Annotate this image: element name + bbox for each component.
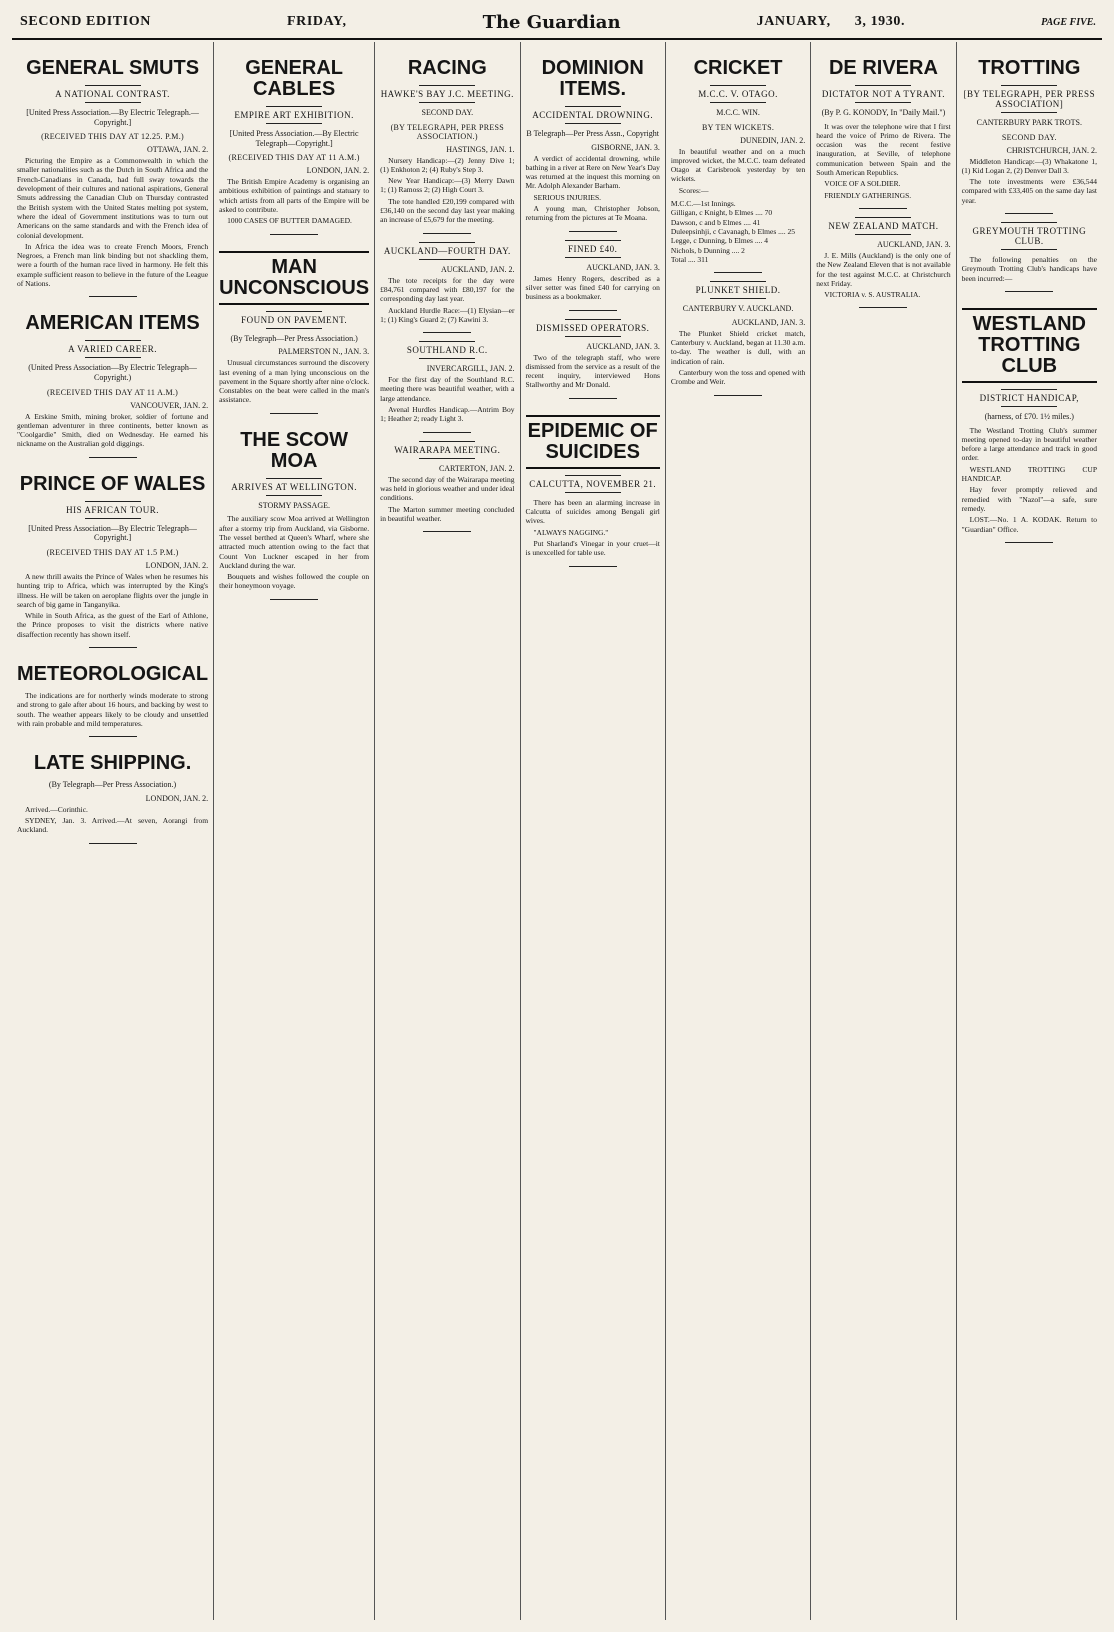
- column-1: [12, 42, 214, 1620]
- body-paragraph: WESTLAND TROTTING CUP HANDICAP.: [961, 464, 1097, 484]
- byline: (United Press Association—By Electric Telegraph—Copyright.): [28, 363, 197, 382]
- body-paragraph: The Westland Trotting Club's summer meeting opened to-day in beautiful weather before a large attendance and track in good order.: [961, 425, 1097, 463]
- byline: [United Press Association.—By Electric Telegraph.—Copyright.]: [26, 108, 199, 127]
- headline: CRICKET: [693, 57, 783, 79]
- subheadline: ARRIVES AT WELLINGTON.: [219, 478, 369, 496]
- section-divider: [1005, 213, 1053, 214]
- body-paragraph: In beautiful weather and on a much improved wicket, the M.C.C. team defeated Otago at Carisbrook yesterday by ten wickets.: [670, 146, 806, 184]
- byline: (By Telegraph—Per Press Association.): [48, 780, 177, 790]
- body-paragraph: Bouquets and wishes followed the couple on their honeymoon voyage.: [219, 572, 370, 591]
- article: [671, 58, 805, 264]
- dateline: LONDON, JAN. 2.: [145, 793, 209, 803]
- body-paragraph: "ALWAYS NAGGING.": [533, 527, 609, 537]
- subheadline: A NATIONAL CONTRAST.: [17, 85, 208, 103]
- column-3: [375, 42, 520, 1620]
- masthead-date: [757, 14, 906, 30]
- day-label: FRIDAY,: [286, 14, 347, 29]
- dateline: OTTAWA, JAN. 2.: [146, 145, 209, 155]
- body-paragraph: Scores:—: [678, 185, 709, 195]
- section-divider: [569, 566, 617, 567]
- headline: WESTLAND TROTTING CLUB: [962, 308, 1097, 383]
- received-note: (RECEIVED THIS DAY AT 11 A.M.): [228, 153, 360, 163]
- body-paragraph: A Erskine Smith, mining broker, soldier of fortune and gentleman adventurer in three continents, better known as "Coolgardie" Smith, died on Wednesday. He earned his nickname on the Australian gold diggings.: [17, 411, 209, 449]
- dateline: LONDON, JAN. 2.: [306, 166, 370, 176]
- article: [380, 341, 514, 423]
- dateline: VANCOUVER, JAN. 2.: [130, 400, 209, 410]
- subheadline: M.C.C. V. OTAGO.: [671, 85, 805, 103]
- dateline: LONDON, JAN. 2.: [145, 560, 209, 570]
- body-paragraph: A young man, Christopher Jobson, returning from the pictures at Te Moana.: [525, 204, 660, 223]
- body-paragraph: Middleton Handicap:—(3) Whakatone 1, (1) Kid Logan 2, (2) Denver Dall 3.: [961, 156, 1097, 175]
- body-paragraph: The Plunket Shield cricket match, Canterbury v. Auckland, began at 11.30 a.m. to-day. The weather is dull, with an indication of rain.: [670, 328, 806, 366]
- article: [526, 240, 660, 302]
- byline: SECOND DAY.: [421, 108, 474, 117]
- section-divider: [1005, 291, 1053, 292]
- body-paragraph: VOICE OF A SOLDIER.: [824, 179, 901, 189]
- body-paragraph: There has been an alarming increase in Calcutta of suicides among Bengali girl wives.: [525, 497, 660, 526]
- score-table: M.C.C.—1st Innings. Gilligan, c Knight, b Elmes .... 70 Dawson, c and b Elmes .... 41 Duleepsinhji, c Cavanagh, b Elmes .... 25 Legge, c Dunning, b Elmes .... 4 Nichols, b Dunning .... 2 Total .... 311: [670, 199, 796, 264]
- subheadline: FOUND ON PAVEMENT.: [219, 311, 369, 329]
- body-paragraph: Hay fever promptly relieved and remedied with "Nazol"—a safe, sure remedy.: [961, 485, 1097, 513]
- byline: CANTERBURY PARK TROTS.: [976, 118, 1082, 127]
- dateline: PALMERSTON N., JAN. 3.: [278, 347, 370, 357]
- subheadline: FINED £40.: [526, 240, 660, 258]
- headline: GENERAL SMUTS: [26, 57, 200, 79]
- section-divider: [89, 736, 137, 737]
- article: [219, 251, 369, 405]
- section-divider: [270, 599, 318, 600]
- subheadline: NEW ZEALAND MATCH.: [816, 217, 950, 235]
- body-paragraph: The auxiliary scow Moa arrived at Wellington after a stormy trip from Auckland, via Gisborne. The vessel berthed at Queen's Wharf, where she attracted much attention owing to the fact that Count Von Luckner escaped in her from Auckland during the war.: [219, 514, 370, 570]
- dateline: AUCKLAND, JAN. 3.: [877, 239, 951, 249]
- article: [17, 753, 208, 834]
- received-note: SECOND DAY.: [1001, 132, 1057, 142]
- body-paragraph: SYDNEY, Jan. 3. Arrived.—At seven, Aorangi from Auckland.: [17, 816, 209, 835]
- dateline: CHRISTCHURCH, JAN. 2.: [1006, 145, 1097, 155]
- column-5: [666, 42, 811, 1620]
- section-divider: [714, 395, 762, 396]
- dateline: AUCKLAND, JAN. 3.: [731, 317, 806, 327]
- headline: LATE SHIPPING.: [33, 752, 192, 775]
- headline: EPIDEMIC OF SUICIDES: [526, 415, 660, 469]
- dateline: DUNEDIN, JAN. 2.: [740, 135, 806, 145]
- article: [526, 319, 660, 390]
- body-paragraph: A new thrill awaits the Prince of Wales when he resumes his hunting trip to Africa, which was interrupted by the King's illness. He will be taken on aeroplane flights over the jungle in search of big game in Tanganyika.: [17, 571, 209, 609]
- headline: THE SCOW MOA: [240, 428, 348, 472]
- byline: [United Press Association—By Electric Telegraph—Copyright.]: [28, 523, 197, 543]
- body-paragraph: LOST.—No. 1 A. KODAK. Return to "Guardian" Office.: [961, 515, 1097, 534]
- subheadline: DISMISSED OPERATORS.: [526, 319, 660, 337]
- body-paragraph: Nursery Handicap:—(2) Jenny Dive 1; (1) Enkhoton 2; (4) Ruby's Step 3.: [380, 155, 515, 174]
- headline: PRINCE OF WALES: [19, 472, 206, 495]
- body-paragraph: J. E. Mills (Auckland) is the only one of the New Zealand Eleven that is not available for the test against M.C.C. at Christchurch next Friday.: [816, 250, 951, 288]
- article: [962, 308, 1097, 534]
- headline: AMERICAN ITEMS: [25, 312, 200, 335]
- body-paragraph: Two of the telegraph staff, who were dismissed from the service as a result of the recent inquiry, interviewed Hons Stallworthy and Mr Donald.: [525, 352, 660, 390]
- body-paragraph: The second day of the Wairarapa meeting was held in glorious weather and under ideal conditions.: [380, 474, 515, 503]
- subheadline: ACCIDENTAL DROWNING.: [526, 106, 660, 124]
- body-paragraph: The British Empire Academy is organising an ambitious exhibition of paintings and statuary to which artists from all parts of the Empire will be asked to contribute.: [219, 177, 370, 215]
- article: [219, 430, 369, 591]
- edition-label: SECOND EDITION: [20, 14, 151, 29]
- section-divider: [423, 531, 471, 532]
- column-7: [957, 42, 1102, 1620]
- headline: RACING: [407, 57, 487, 79]
- received-note: (RECEIVED THIS DAY AT 11 A.M.): [46, 387, 179, 397]
- article: [962, 222, 1097, 283]
- section-divider: [89, 296, 137, 297]
- dateline: HASTINGS, JAN. 1.: [446, 144, 515, 154]
- subheadline: [BY TELEGRAPH, PER PRESS ASSOCIATION]: [962, 85, 1097, 113]
- article: [816, 217, 950, 299]
- subheadline: GREYMOUTH TROTTING CLUB.: [962, 222, 1097, 250]
- byline: (By P. G. KONODY, In "Daily Mail."): [821, 108, 946, 117]
- subheadline: EMPIRE ART EXHIBITION.: [219, 106, 369, 124]
- month-label: JANUARY,: [756, 14, 831, 29]
- body-paragraph: SERIOUS INJURIES.: [533, 192, 602, 202]
- dateline: CARTERTON, JAN. 2.: [438, 463, 515, 473]
- body-paragraph: The indications are for northerly winds moderate to strong and strong to gale after about 16 hours, and backing by west to south. The weather appears likely to be cloudy and unsettled with rain probable and mild temperatures.: [17, 690, 209, 728]
- body-paragraph: New Year Handicap:—(3) Merry Dawn 1; (1) Ramoss 2; (2) High Court 3.: [380, 176, 515, 195]
- subheadline: AUCKLAND—FOURTH DAY.: [380, 242, 514, 260]
- article: [671, 281, 805, 386]
- section-divider: [270, 234, 318, 235]
- column-6: [811, 42, 956, 1620]
- headline: METEOROLOGICAL: [17, 662, 209, 685]
- article: [526, 415, 660, 558]
- page-number: PAGE FIVE.: [1041, 16, 1096, 28]
- subheadline: WAIRARAPA MEETING.: [380, 441, 514, 459]
- section-divider: [859, 208, 907, 209]
- article: [380, 441, 514, 523]
- subheadline: DISTRICT HANDICAP,: [962, 389, 1097, 407]
- byline: (By Telegraph—Per Press Association.): [230, 333, 358, 343]
- article: [17, 664, 208, 728]
- section-divider: [89, 457, 137, 458]
- column-4: [521, 42, 666, 1620]
- headline: MAN UNCONSCIOUS: [219, 251, 369, 305]
- newspaper-columns: [12, 42, 1102, 1620]
- body-paragraph: It was over the telephone wire that I first heard the voice of Primo de Rivera. The occasion was the recent festive inauguration, at Seville, of telephone communication between Spain and the South American Republics.: [816, 121, 951, 178]
- body-paragraph: FRIENDLY GATHERINGS.: [824, 190, 912, 200]
- byline: (harness, of £70. 1½ miles.): [984, 411, 1074, 421]
- article: [526, 58, 660, 223]
- body-paragraph: Picturing the Empire as a Commonwealth in which the smaller nationalities such as the Dutch in South Africa and the French-Canadians in Canada, had full sway towards the development of their cultures and national aspirations, General Smuts addressing the Canadian Club on Thursday contrasted the British system with the United States melting pot system, where the ideal of Government institutions was to turn out Americans on the same standards and with the French idea of colonial development.: [17, 156, 209, 240]
- body-paragraph: Canterbury won the toss and opened with Crombe and Weir.: [670, 367, 806, 387]
- dateline: INVERCARGILL, JAN. 2.: [426, 364, 515, 374]
- body-paragraph: 1000 CASES OF BUTTER DAMAGED.: [227, 216, 352, 226]
- dateline: GISBORNE, JAN. 3.: [591, 142, 660, 152]
- section-divider: [423, 233, 471, 234]
- headline: DE RIVERA: [828, 57, 938, 79]
- date-label: 3, 1930.: [854, 14, 906, 29]
- section-divider: [1005, 542, 1053, 543]
- body-paragraph: For the first day of the Southland R.C. meeting there was beautiful weather, with a large attendance.: [380, 375, 515, 403]
- dateline: AUCKLAND, JAN. 3.: [586, 262, 660, 272]
- section-divider: [714, 272, 762, 273]
- section-divider: [89, 647, 137, 648]
- article: [219, 58, 369, 226]
- body-paragraph: A verdict of accidental drowning, while bathing in a river at Rere on New Year's Day was returned at the inquest this morning on Mr. Adolph Alexander Barham.: [525, 153, 660, 191]
- subheadline: DICTATOR NOT A TYRANT.: [816, 85, 950, 103]
- byline: STORMY PASSAGE.: [258, 500, 330, 510]
- article: [380, 58, 514, 225]
- subheadline: HAWKE'S BAY J.C. MEETING.: [380, 85, 514, 103]
- section-divider: [569, 310, 617, 311]
- body-paragraph: The tote receipts for the day were £84,761 compared with £80,197 for the corresponding day last year.: [380, 275, 515, 304]
- headline: GENERAL CABLES: [245, 57, 344, 100]
- article: [17, 474, 208, 639]
- article: [17, 58, 208, 288]
- dateline: AUCKLAND, JAN. 2.: [440, 264, 515, 274]
- byline: [United Press Association.—By Electric Telegraph—Copyright.]: [229, 129, 359, 148]
- dateline: AUCKLAND, JAN. 3.: [586, 341, 660, 351]
- subheadline: A VARIED CAREER.: [17, 340, 208, 358]
- body-paragraph: Put Sharland's Vinegar in your cruet—it is unexcelled for table use.: [525, 538, 660, 558]
- body-paragraph: Auckland Hurdle Race:—(1) Elysian—er 1; (1) King's Guard 2; (7) Kawini 3.: [380, 305, 515, 324]
- section-divider: [569, 398, 617, 399]
- headline: TROTTING: [978, 57, 1081, 79]
- received-note: BY TEN WICKETS.: [701, 122, 775, 132]
- body-paragraph: James Henry Rogers, described as a silver setter was fined £40 for carrying on business as a bookmaker.: [525, 273, 660, 302]
- byline: B Telegraph—Per Press Assn., Copyright: [526, 129, 659, 138]
- section-divider: [569, 231, 617, 232]
- subheadline: PLUNKET SHIELD.: [671, 281, 805, 299]
- subheadline: CALCUTTA, NOVEMBER 21.: [526, 475, 660, 493]
- article: [380, 242, 514, 324]
- body-paragraph: While in South Africa, as the guest of the Earl of Athlone, the Prince proposes to visit the districts where native disaffection recently has shown itself.: [17, 611, 209, 639]
- masthead: [12, 10, 1102, 40]
- section-divider: [423, 332, 471, 333]
- body-paragraph: Avenal Hurdles Handicap.—Antrim Boy 1; Heather 2; ready Light 3.: [380, 405, 515, 424]
- subheadline: SOUTHLAND R.C.: [380, 341, 514, 359]
- received-note: (RECEIVED THIS DAY AT 12.25. P.M.): [41, 132, 184, 142]
- article: [962, 58, 1097, 205]
- section-divider: [270, 413, 318, 414]
- body-paragraph: The Marton summer meeting concluded in beautiful weather.: [380, 504, 515, 523]
- section-divider: [859, 307, 907, 308]
- section-divider: [423, 432, 471, 433]
- headline: DOMINION ITEMS.: [541, 57, 644, 100]
- body-paragraph: The tote handled £20,199 compared with £36,140 on the second day last year making an increase of £5,679 for the meeting.: [380, 196, 515, 225]
- received-note: (BY TELEGRAPH, PER PRESS ASSOCIATION.): [390, 122, 505, 141]
- column-2: [214, 42, 375, 1620]
- body-paragraph: In Africa the idea was to create French Moors, French Negroes, a French man link binding but not shackling them, were a fourth of the human race lived in harmony. He felt this example sufficient reason to believe in the future of the League of Nations.: [17, 241, 209, 289]
- section-divider: [89, 843, 137, 844]
- article: [816, 58, 950, 200]
- body-paragraph: Unusual circumstances surround the discovery last evening of a man lying unconscious on the pavement in the Square shortly after nine o'clock. Constables on the beat were called in the man's assistance.: [219, 358, 370, 405]
- byline: M.C.C. WIN.: [716, 108, 760, 117]
- byline: CANTERBURY V. AUCKLAND.: [682, 304, 794, 314]
- body-paragraph: VICTORIA v. S. AUSTRALIA.: [824, 290, 921, 300]
- body-paragraph: The tote investments were £36,544 compared with £33,405 on the same day last year.: [961, 177, 1097, 205]
- subheadline: HIS AFRICAN TOUR.: [17, 501, 208, 519]
- received-note: (RECEIVED THIS DAY AT 1.5 P.M.): [46, 547, 179, 557]
- body-paragraph: The following penalties on the Greymouth Trotting Club's handicaps have been incurred:—: [961, 255, 1097, 283]
- article: [17, 313, 208, 448]
- newspaper-title: The Guardian: [482, 11, 621, 33]
- body-paragraph: Arrived.—Corinthic.: [25, 804, 88, 814]
